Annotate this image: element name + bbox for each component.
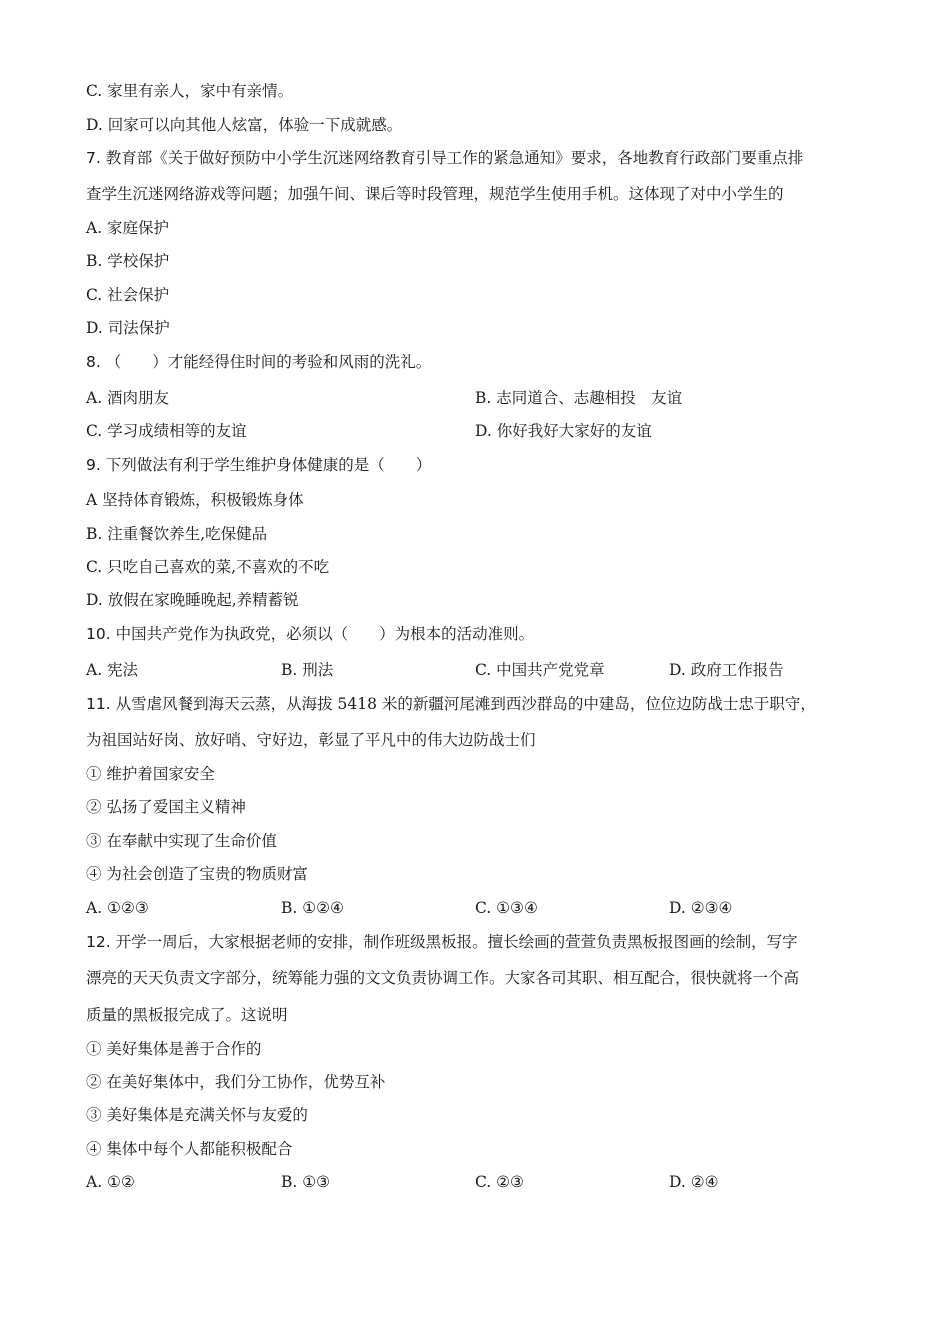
q12-item-2: ② 在美好集体中，我们分工协作，优势互补 <box>86 1073 386 1091</box>
q12-item-1: ① 美好集体是善于合作的 <box>86 1040 262 1058</box>
q8-text: （ ）才能经得住时间的考验和风雨的洗礼。 <box>105 353 432 371</box>
q9-option-b: B. 注重餐饮养生,吃保健品 <box>86 525 268 543</box>
q12-item-3: ③ 美好集体是充满关怀与友爱的 <box>86 1106 308 1124</box>
q11-item-3: ③ 在奉献中实现了生命价值 <box>86 832 277 850</box>
q12-number: 12. <box>86 933 111 951</box>
q7-option-b: B. 学校保护 <box>86 252 170 270</box>
q12-text-line1: 开学一周后，大家根据老师的安排，制作班级黑板报。擅长绘画的萱萱负责黑板报图画的绘制，写字 <box>115 933 798 951</box>
q8-option-d: D. 你好我好大家好的友谊 <box>475 422 652 440</box>
q11-stem-line1 <box>86 694 816 714</box>
q12-stem-line3: 质量的黑板报完成了。这说明 <box>86 1006 288 1024</box>
q11-option-d: D. ②③④ <box>669 899 733 917</box>
q11-item-1: ① 维护着国家安全 <box>86 765 215 783</box>
q11-option-b: B. ①②④ <box>281 899 344 917</box>
q7-option-d: D. 司法保护 <box>86 319 170 337</box>
q11-item-4: ④ 为社会创造了宝贵的物质财富 <box>86 865 308 883</box>
q8-option-c: C. 学习成绩相等的友谊 <box>86 422 247 440</box>
q9-number: 9. <box>86 456 101 474</box>
q12-option-b: B. ①③ <box>281 1173 331 1191</box>
q10-option-b: B. 刑法 <box>281 661 334 679</box>
q12-item-4: ④ 集体中每个人都能积极配合 <box>86 1140 293 1158</box>
q9-option-c: C. 只吃自己喜欢的菜,不喜欢的不吃 <box>86 558 330 576</box>
q10-stem <box>86 624 534 644</box>
q10-option-d: D. 政府工作报告 <box>669 661 784 679</box>
q12-stem-line2: 漂亮的天天负责文字部分，统筹能力强的文文负责协调工作。大家各司其职、相互配合，很快就将一个高 <box>86 969 800 987</box>
q12-option-a: A. ①② <box>86 1173 135 1191</box>
q12-option-c: C. ②③ <box>475 1173 524 1191</box>
q7-number: 7. <box>86 149 101 167</box>
q10-option-c: C. 中国共产党党章 <box>475 661 605 679</box>
q8-number: 8. <box>86 353 101 371</box>
q7-stem-line1 <box>86 148 803 168</box>
q7-option-a: A. 家庭保护 <box>86 219 170 237</box>
q10-option-a: A. 宪法 <box>86 661 139 679</box>
q11-stem-line2: 为祖国站好岗、放好哨、守好边，彰显了平凡中的伟大边防战士们 <box>86 731 536 749</box>
q9-stem <box>86 455 431 475</box>
q7-stem-line2: 查学生沉迷网络游戏等问题；加强午间、课后等时段管理，规范学生使用手机。这体现了对中小学生的 <box>86 185 784 203</box>
q9-option-d: D. 放假在家晚睡晚起,养精蓄锐 <box>86 591 299 609</box>
q11-option-c: C. ①③④ <box>475 899 538 917</box>
q7-text-line1: 教育部《关于做好预防中小学生沉迷网络教育引导工作的紧急通知》要求，各地教育行政部门要重点排 <box>105 149 804 167</box>
q11-option-a: A. ①②③ <box>86 899 149 917</box>
q12-stem-line1 <box>86 932 798 952</box>
q6-option-d: D. 回家可以向其他人炫富，体验一下成就感。 <box>86 116 403 134</box>
q10-number: 10. <box>86 625 111 643</box>
q6-option-c: C. 家里有亲人，家中有亲情。 <box>86 82 294 100</box>
q8-option-b: B. 志同道合、志趣相投 友谊 <box>475 389 683 407</box>
q9-option-a: A 坚持体育锻炼，积极锻炼身体 <box>86 491 304 509</box>
q7-option-c: C. 社会保护 <box>86 286 170 304</box>
q12-option-d: D. ②④ <box>669 1173 719 1191</box>
q8-stem <box>86 352 431 372</box>
q9-text: 下列做法有利于学生维护身体健康的是（ ） <box>105 456 432 474</box>
q11-text-line1: 从雪虐风餐到海天云蒸，从海拔 5418 米的新疆河尾滩到西沙群岛的中建岛，位位边防战士忠于职守， <box>115 695 816 713</box>
q8-option-a: A. 酒肉朋友 <box>86 389 170 407</box>
q10-text: 中国共产党作为执政党，必须以（ ）为根本的活动准则。 <box>115 625 535 643</box>
q11-number: 11. <box>86 695 111 713</box>
q11-item-2: ② 弘扬了爱国主义精神 <box>86 798 246 816</box>
